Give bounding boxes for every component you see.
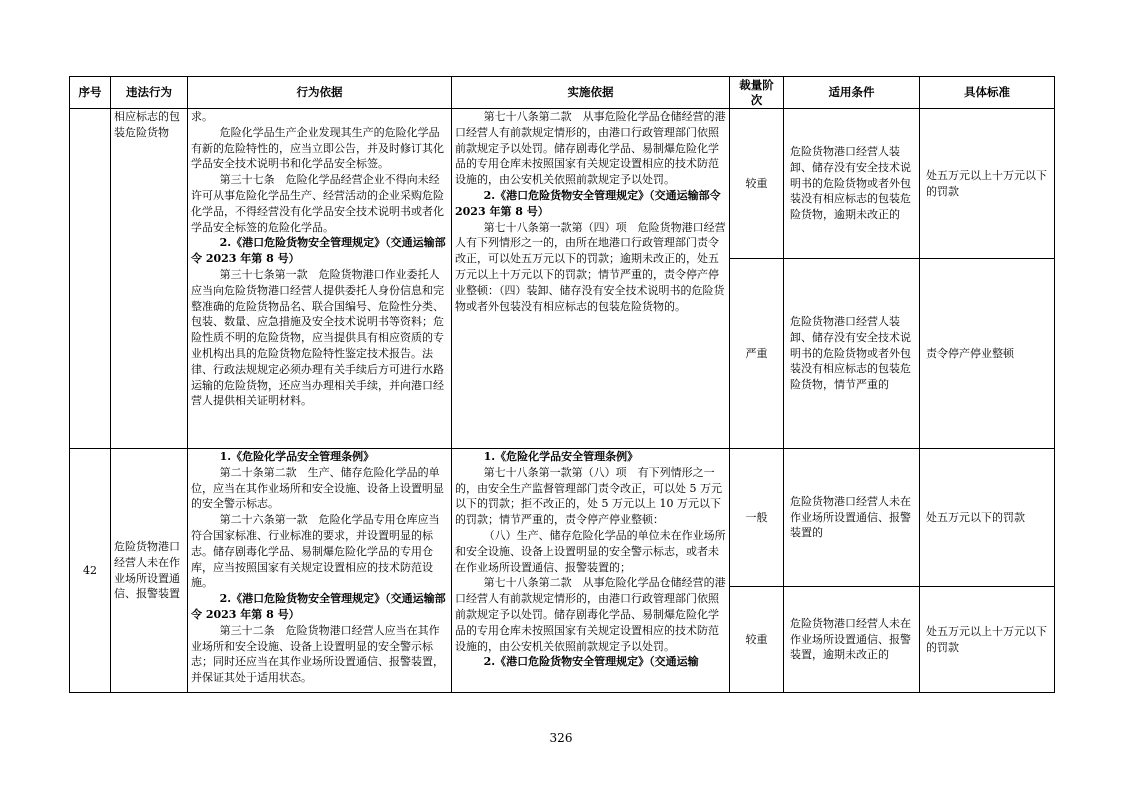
cell-condition: 危险货物港口经营人装卸、储存没有安全技术说明书的危险货物或者外包装没有相应标志的包装危险货物，逾期未改正的 <box>784 109 920 259</box>
header-violation: 违法行为 <box>111 77 188 109</box>
cell-standard: 处五万元以上十万元以下的罚款 <box>920 109 1055 259</box>
cell-condition: 危险货物港口经营人未在作业场所设置通信、报警装置，逾期未改正的 <box>784 587 920 693</box>
legal-paragraph: 第七十八条第二款 从事危险化学品仓储经营的港口经营人有前款规定情形的，由港口行政管理部门依照前款规定予以处罚。储存剧毒化学品、易制爆危险化学品的专用仓库未按照国家有关规定设置相应的技术防范设施的，由公安机关依照前款规定予以处罚。 <box>455 110 726 187</box>
regulation-title: 2.《港口危险货物安全管理规定》（交通运输 <box>483 655 699 669</box>
legal-paragraph: 第二十六条第一款 危险化学品专用仓库应当符合国家标准、行业标准的要求，并设置明显的标志。储存剧毒化学品、易制爆危险化学品的专用仓库，应当按照国家有关规定设置相应的技术防范设施。 <box>191 513 440 590</box>
cell-basis <box>188 449 452 693</box>
header-applicable-condition: 适用条件 <box>784 77 920 109</box>
legal-paragraph: 危险化学品生产企业发现其生产的危险化学品有新的危险特性的，应当立即公告，并及时修订其化学品安全技术说明书和化学品安全标签。 <box>191 125 444 171</box>
page-number: 326 <box>549 731 573 745</box>
cell-standard: 处五万元以下的罚款 <box>920 449 1055 587</box>
header-implementation-basis: 实施依据 <box>452 77 730 109</box>
cell-standard: 责令停产停业整顿 <box>920 259 1055 449</box>
legal-paragraph: 第三十二条 危险货物港口经营人应当在其作业场所和安全设施、设备上设置明显的安全警示标志；同时还应当在其作业场所设置通信、报警装置，并保证其处于适用状态。 <box>191 623 444 685</box>
regulation-title: 2.《港口危险货物安全管理规定》（交通运输部令 2023 年第 8 号） <box>191 592 446 621</box>
cell-level: 一般 <box>730 449 784 587</box>
cell-standard: 处五万元以上十万元以下的罚款 <box>920 587 1055 693</box>
legal-paragraph: 第七十八条第二款 从事危险化学品仓储经营的港口经营人有前款规定情形的，由港口行政管理部门依照前款规定予以处罚。储存剧毒化学品、易制爆危险化学品的专用仓库未按照国家有关规定设置相应的技术防范设施的，由公安机关依照前款规定予以处罚。 <box>455 576 726 653</box>
legal-paragraph: 第七十八条第一款第（四）项 危险货物港口经营人有下列情形之一的，由所在地港口行政管理部门责令改正，可以处五万元以下的罚款；逾期未改正的，处五万元以上十万元以下的罚款；情节严重的，责令停产停业整顿：（四）装卸、储存没有安全技术说明书的危险货物或者外包装没有相应标志的包装危险货物的。 <box>455 220 726 313</box>
legal-paragraph: 求。 <box>191 110 213 123</box>
regulation-title: 2.《港口危险货物安全管理规定》（交通运输部令 2023 年第 8 号） <box>191 236 446 266</box>
legal-paragraph: （八）生产、储存危险化学品的单位未在作业场所和安全设施、设备上设置明显的安全警示标志，或者未在作业场所设置通信、报警装置的； <box>455 528 726 574</box>
cell-violation: 危险货物港口经营人未在作业场所设置通信、报警装置 <box>111 449 188 693</box>
cell-condition: 危险货物港口经营人未在作业场所设置通信、报警装置的 <box>784 449 920 587</box>
header-discretion-level: 裁量阶次 <box>730 77 784 109</box>
cell-implementation <box>452 109 730 449</box>
cell-level: 较重 <box>730 109 784 259</box>
legal-paragraph: 第三十七条第一款 危险货物港口作业委托人应当向危险货物港口经营人提供委托人身份信息和完整准确的危险货物品名、联合国编号、危险性分类、包装、数量、应急措施及安全技术说明书等资料；危险性质不明的危险货物，应当提供具有相应资质的专业机构出具的危险货物危险特性鉴定技术报告。法律、行政法规规定必须办理有关手续后方可进行水路运输的危险货物，还应当办理相关手续，并向港口经营人提供相关证明材料。 <box>191 267 444 408</box>
legal-paragraph: 第七十八条第一款第（八）项 有下列情形之一的，由安全生产监督管理部门责令改正，可以处 5 万元以下的罚款；拒不改正的，处 5 万元以上 10 万元以下的罚款；情节严重的，责令停产停业整顿： <box>455 465 722 527</box>
regulation-title: 1.《危险化学品安全管理条例》 <box>219 450 375 463</box>
regulation-title: 1.《危险化学品安全管理条例》 <box>483 450 639 463</box>
table-row <box>70 109 1055 259</box>
cell-no-empty <box>70 109 111 449</box>
table-row <box>70 449 1055 587</box>
header-no: 序号 <box>70 77 111 109</box>
cell-violation: 相应标志的包装危险货物 <box>111 109 188 449</box>
header-specific-standard: 具体标准 <box>920 77 1055 109</box>
cell-level: 严重 <box>730 259 784 449</box>
regulation-title: 2.《港口危险货物安全管理规定》（交通运输部令 2023 年第 8 号） <box>455 188 721 218</box>
cell-basis <box>188 109 452 449</box>
cell-no: 42 <box>70 449 111 693</box>
cell-condition: 危险货物港口经营人装卸、储存没有安全技术说明书的危险货物或者外包装没有相应标志的包装危险货物，情节严重的 <box>784 259 920 449</box>
cell-implementation <box>452 449 730 693</box>
penalty-standard-table <box>69 76 1055 693</box>
legal-paragraph: 第二十条第二款 生产、储存危险化学品的单位，应当在其作业场所和安全设施、设备上设置明显的安全警示标志。 <box>191 465 444 511</box>
legal-paragraph: 第三十七条 危险化学品经营企业不得向未经许可从事危险化学品生产、经营活动的企业采购危险化学品，不得经营没有化学品安全技术说明书或者化学品安全标签的危险化学品。 <box>191 173 444 234</box>
cell-level: 较重 <box>730 587 784 693</box>
header-basis: 行为依据 <box>188 77 452 109</box>
table-header-row <box>70 77 1055 109</box>
